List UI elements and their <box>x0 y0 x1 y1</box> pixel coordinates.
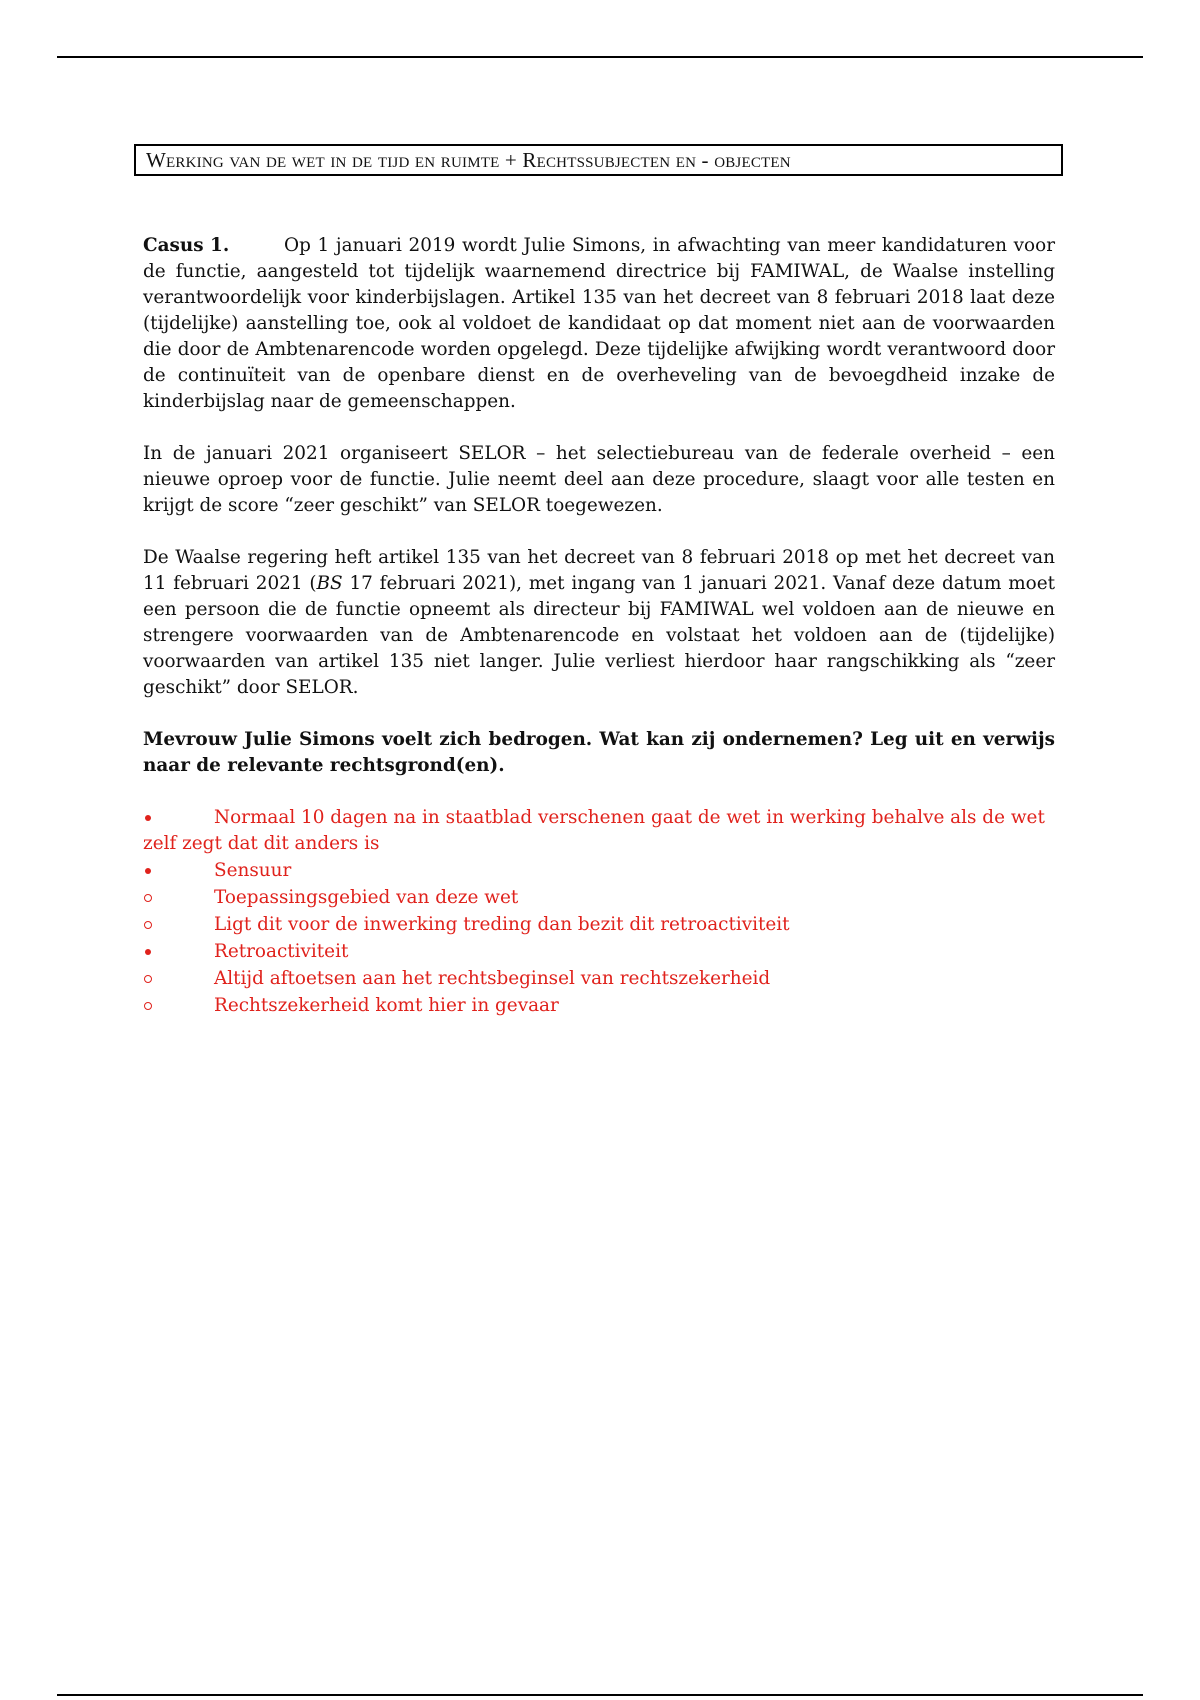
circle-bullet-icon <box>143 885 163 911</box>
note-text: Toepassingsgebied van deze wet <box>214 887 519 908</box>
note-item <box>143 805 1055 857</box>
note-item <box>143 912 1055 938</box>
section-title-box <box>134 144 1063 176</box>
paragraph-3-italic: BS <box>316 573 343 594</box>
note-text: Sensuur <box>214 860 292 881</box>
bullet-icon <box>143 858 163 884</box>
note-item <box>143 858 1055 884</box>
paragraph-3-text-b: 17 februari 2021), met ingang van 1 januari 2021. Vanaf deze datum moet een persoon die de functie opneemt als directeur bij FAMIWAL wel voldoen aan de nieuwe en strengere voorwaarden van de Ambtenarencode en volstaat het voldoen aan de (tijdelijke) voorwaarden van artikel 135 niet langer. Julie verliest hierdoor haar rangschikking als “zeer geschikt” door SELOR. <box>143 573 1055 698</box>
note-item <box>143 966 1055 992</box>
document-body <box>143 233 1055 1020</box>
bullet-icon <box>143 805 163 831</box>
casus-paragraph-2: In de januari 2021 organiseert SELOR – het selectiebureau van de federale overheid – een nieuwe oproep voor de functie. Julie neemt deel aan deze procedure, slaagt voor alle testen en krijgt de score “zeer geschikt” van SELOR toegewezen. <box>143 443 1055 516</box>
answer-notes-list <box>143 805 1055 1019</box>
bullet-icon <box>143 939 163 965</box>
note-text: Normaal 10 dagen na in staatblad verschenen gaat de wet in werking behalve als de wet zelf zegt dat dit anders is <box>143 807 1045 854</box>
note-text: Altijd aftoetsen aan het rechtsbeginsel van rechtszekerheid <box>214 968 771 989</box>
note-item <box>143 885 1055 911</box>
note-text: Retroactiviteit <box>214 941 349 962</box>
note-text: Rechtszekerheid komt hier in gevaar <box>214 995 559 1016</box>
casus-paragraph-1 <box>143 233 1055 415</box>
paragraph-3-text-a: De Waalse regering heft artikel 135 van het decreet van 8 februari 2018 op met het decreet van 11 februari 2021 ( <box>143 547 1055 594</box>
note-item <box>143 939 1055 965</box>
circle-bullet-icon <box>143 912 163 938</box>
header-rule <box>57 56 1143 58</box>
circle-bullet-icon <box>143 993 163 1019</box>
section-title: Werking van de wet in de tijd en ruimte + Rechtssubjecten en - objecten <box>146 147 791 172</box>
casus-paragraph-3 <box>143 545 1055 701</box>
circle-bullet-icon <box>143 966 163 992</box>
footer-rule <box>57 1694 1143 1696</box>
casus-label: Casus 1. <box>143 235 230 256</box>
note-item <box>143 993 1055 1019</box>
paragraph-1-text: Op 1 januari 2019 wordt Julie Simons, in afwachting van meer kandidaturen voor de functie, aangesteld tot tijdelijk waarnemend directrice bij FAMIWAL, de Waalse instelling verantwoordelijk voor kinderbijslagen. Artikel 135 van het decreet van 8 februari 2018 laat deze (tijdelijke) aanstelling toe, ook al voldoet de kandidaat op dat moment niet aan de voorwaarden die door de Ambtenarencode worden opgelegd. Deze tijdelijke afwijking wordt verantwoord door de continuïteit van de openbare dienst en de overheveling van de bevoegdheid inzake de kinderbijslag naar de gemeenschappen. <box>143 235 1055 412</box>
casus-question: Mevrouw Julie Simons voelt zich bedrogen. Wat kan zij ondernemen? Leg uit en verwijs naar de relevante rechtsgrond(en). <box>143 729 1055 776</box>
note-text: Ligt dit voor de inwerking treding dan bezit dit retroactiviteit <box>214 914 790 935</box>
